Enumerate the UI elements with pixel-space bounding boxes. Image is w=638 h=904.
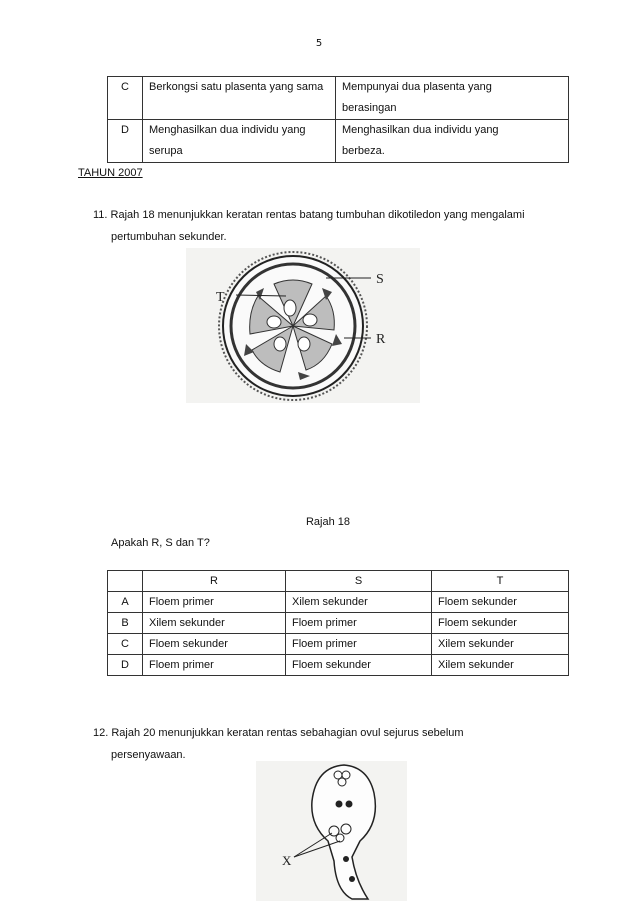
table-cell: Xilem sekunder (432, 655, 569, 676)
table-cell: Xilem sekunder (432, 634, 569, 655)
table-cell (336, 77, 569, 120)
header-cell: R (143, 571, 286, 592)
question-text: 11. Rajah 18 menunjukkan keratan rentas batang tumbuhan dikotiledon yang mengalami (93, 209, 525, 221)
figure-stem-cross-section (186, 248, 420, 403)
table-row (108, 77, 569, 120)
table-cell (336, 120, 569, 163)
cell-line: berbeza. (342, 145, 385, 157)
table-cell: Floem sekunder (143, 634, 286, 655)
label-r: R (376, 332, 386, 347)
question-text: 12. Rajah 20 menunjukkan keratan rentas sebahagian ovul sejurus sebelum (93, 727, 464, 739)
table-row (108, 634, 569, 655)
question-prompt: Apakah R, S dan T? (111, 537, 210, 549)
table-row (108, 613, 569, 634)
page-number: 5 (315, 38, 323, 49)
header-cell: T (432, 571, 569, 592)
option-letter: D (108, 120, 143, 163)
option-letter: C (108, 634, 143, 655)
label-s: S (376, 272, 384, 287)
label-t: T (216, 290, 225, 305)
option-letter: C (108, 77, 143, 120)
cell-line: Mempunyai dua plasenta yang (342, 81, 492, 93)
table-cell: Floem primer (286, 634, 432, 655)
figure-ovule (256, 761, 407, 901)
table-row (108, 592, 569, 613)
option-letter: D (108, 655, 143, 676)
table-cell: Berkongsi satu plasenta yang sama (143, 77, 336, 120)
question-text: pertumbuhan sekunder. (111, 231, 227, 243)
option-letter: B (108, 613, 143, 634)
cell-line: Menghasilkan dua individu yang (149, 124, 306, 136)
table-row (108, 120, 569, 163)
header-cell: S (286, 571, 432, 592)
header-cell (108, 571, 143, 592)
table-cell: Floem primer (143, 592, 286, 613)
table-cell: Xilem sekunder (143, 613, 286, 634)
cell-line: Menghasilkan dua individu yang (342, 124, 499, 136)
cell-line: berasingan (342, 102, 397, 114)
ovule-diagram (256, 761, 407, 901)
table-cell: Floem sekunder (432, 592, 569, 613)
option-letter: A (108, 592, 143, 613)
question-text: persenyawaan. (111, 749, 186, 761)
table-cell: Floem sekunder (286, 655, 432, 676)
table-row (108, 655, 569, 676)
answer-table-previous (107, 76, 569, 163)
table-cell: Floem sekunder (432, 613, 569, 634)
label-x: X (282, 853, 292, 868)
table-header-row (108, 571, 569, 592)
question-11 (93, 204, 525, 248)
table-cell: Floem primer (143, 655, 286, 676)
answer-table (107, 570, 569, 676)
section-heading: TAHUN 2007 (78, 167, 143, 179)
stem-diagram (186, 248, 420, 403)
cell-line: serupa (149, 145, 183, 157)
table-cell: Xilem sekunder (286, 592, 432, 613)
figure-caption: Rajah 18 (305, 516, 351, 528)
question-12 (93, 722, 464, 766)
table-cell (143, 120, 336, 163)
table-cell: Floem primer (286, 613, 432, 634)
